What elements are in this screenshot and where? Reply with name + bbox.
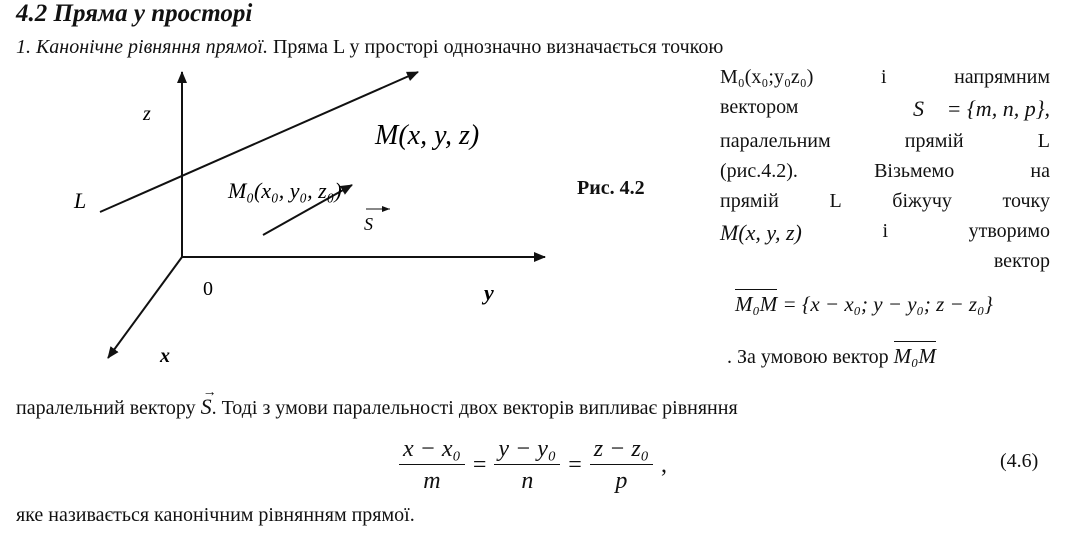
paragraph-intro <box>16 36 723 59</box>
paragraph-parallel <box>16 385 738 420</box>
right-line-1 <box>720 66 1050 89</box>
word: напрямним <box>954 66 1050 88</box>
section-title: 4.2 Пряма у просторі <box>16 0 253 27</box>
right-line-6 <box>720 220 1050 246</box>
paragraph-heading: 1. Канонічне рівняння прямої. <box>16 36 268 58</box>
canonical-equation <box>395 430 667 500</box>
vector-m0m-inline: M₀M <box>894 341 936 368</box>
x-axis <box>108 257 182 358</box>
denominator: n <box>521 467 534 494</box>
right-line-4 <box>720 160 1050 183</box>
figure-caption: Рис. 4.2 <box>577 177 645 199</box>
word: вектор <box>993 250 1050 272</box>
vector-m0m-formula <box>735 292 993 317</box>
word: Візьмемо <box>874 160 955 182</box>
right-line-7 <box>720 250 1050 273</box>
line-L-label: L <box>74 188 87 213</box>
word: L <box>1037 130 1050 152</box>
equation-number: (4.6) <box>1000 450 1039 472</box>
fraction-y <box>494 434 560 497</box>
paragraph-conclusion: яке називається канонічним рівнянням прямої. <box>16 504 415 526</box>
vector-s-label: S <box>364 214 373 234</box>
figure-4-2 <box>0 60 560 380</box>
condition-line <box>727 344 936 369</box>
word: утворимо <box>968 220 1050 242</box>
point-M0-label: M₀(x₀, y₀, z₀) <box>228 178 342 203</box>
axis-z-label: z <box>143 103 151 125</box>
vector-m0m: M₀M <box>735 289 777 316</box>
point-m0-text: M₀(x₀;y₀z₀) <box>720 66 814 88</box>
equals-sign: = <box>472 451 487 478</box>
condition-text: . За умовою вектор <box>727 346 894 368</box>
word: біжучу <box>892 190 952 212</box>
vector-s-inline: → S <box>200 385 217 419</box>
right-line-2 <box>720 96 1050 122</box>
word: прямій <box>720 190 779 212</box>
denominator: p <box>615 467 628 494</box>
trailing-comma: , <box>661 451 667 478</box>
numerator: y − y₀ <box>494 434 560 465</box>
word: вектором <box>720 96 799 118</box>
word: точку <box>1002 190 1050 212</box>
right-line-5 <box>720 190 1050 213</box>
word: L <box>829 190 842 212</box>
parallel-text-rest: . Тоді з умови паралельності двох векторів випливає рівняння <box>211 397 738 419</box>
equals-sign: = <box>568 451 582 478</box>
word: і <box>880 66 887 88</box>
origin-label: 0 <box>203 278 213 300</box>
parallel-text: паралельний вектору <box>16 397 201 419</box>
vector-s-definition: S⃗ = {m, n, p}, <box>913 96 1050 121</box>
vector-s-letter: S <box>200 394 212 419</box>
word: і <box>882 220 888 242</box>
fraction-x <box>399 434 465 497</box>
numerator: z − z₀ <box>590 434 653 465</box>
denominator: m <box>423 467 441 494</box>
word: прямій <box>904 130 964 152</box>
word: (рис.4.2). <box>720 160 798 182</box>
right-line-3 <box>720 130 1050 153</box>
word: на <box>1030 160 1050 182</box>
paragraph-intro-text: Пряма L у просторі однозначно визначається точкою <box>267 36 724 58</box>
axis-x-label: x <box>160 345 170 367</box>
vector-m0m-rhs: = {x − x₀; y − y₀; z − z₀} <box>777 292 993 316</box>
point-M-inline: M(x, y, z) <box>720 220 802 245</box>
word: паралельним <box>720 130 831 152</box>
point-M-label: M(x, y, z) <box>375 120 480 151</box>
numerator: x − x₀ <box>399 434 465 465</box>
fraction-z <box>590 434 653 497</box>
axis-y-label: y <box>484 280 494 305</box>
